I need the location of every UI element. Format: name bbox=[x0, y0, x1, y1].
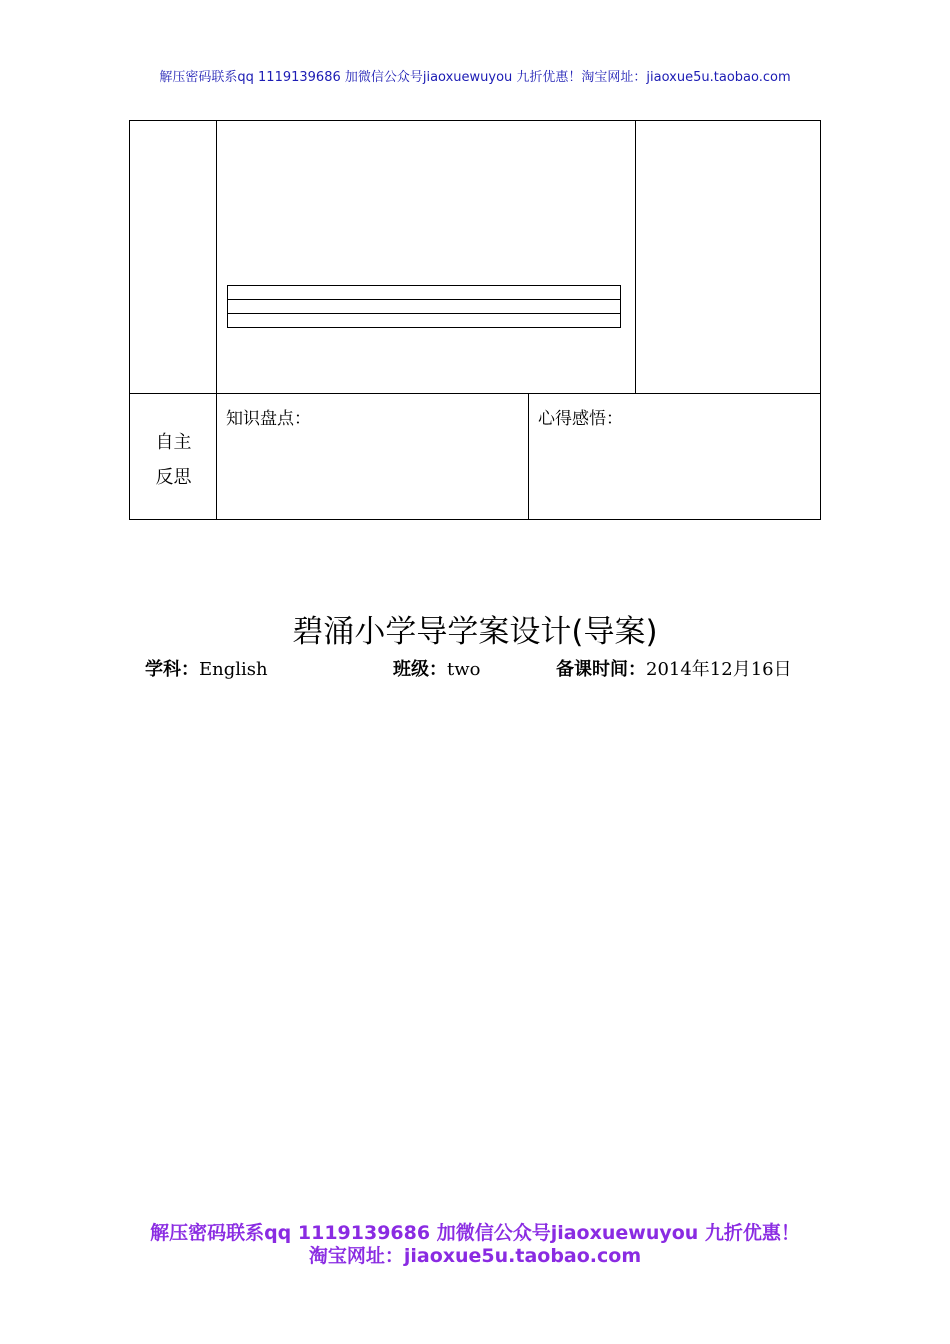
meta-date-value: 2014年12月16日 bbox=[646, 659, 792, 680]
meta-date bbox=[556, 655, 792, 681]
reflection-label bbox=[130, 425, 217, 495]
meta-subject-value: English bbox=[199, 659, 268, 680]
reflection-label-line1: 自主 bbox=[155, 432, 192, 453]
footer-note-line2: 淘宝网址：jiaoxue5u.taobao.com bbox=[308, 1245, 642, 1267]
meta-class bbox=[393, 655, 480, 681]
writing-line bbox=[228, 299, 620, 300]
table-row-divider bbox=[130, 393, 820, 394]
meta-class-value: two bbox=[447, 659, 481, 680]
table-divider-right-top bbox=[635, 121, 636, 393]
meta-subject-key: 学科： bbox=[145, 659, 199, 680]
footer-note-line1: 解压密码联系qq 1119139686 加微信公众号jiaoxuewuyou 九折优惠！ bbox=[150, 1222, 800, 1244]
knowledge-label: 知识盘点： bbox=[226, 409, 311, 429]
reflection-label-line2: 反思 bbox=[155, 467, 192, 488]
table-divider-middle-bottom bbox=[528, 393, 529, 519]
meta-date-key: 备课时间： bbox=[556, 659, 646, 680]
meta-subject bbox=[145, 655, 268, 681]
writing-lines bbox=[227, 285, 621, 328]
insight-label: 心得感悟： bbox=[538, 409, 623, 429]
writing-line bbox=[228, 313, 620, 314]
meta-class-key: 班级： bbox=[393, 659, 447, 680]
document-title: 碧涌小学导学案设计(导案) bbox=[292, 614, 658, 650]
lesson-table bbox=[129, 120, 821, 520]
header-note: 解压密码联系qq 1119139686 加微信公众号jiaoxuewuyou 九折优惠！淘宝网址：jiaoxue5u.taobao.com bbox=[159, 70, 791, 85]
